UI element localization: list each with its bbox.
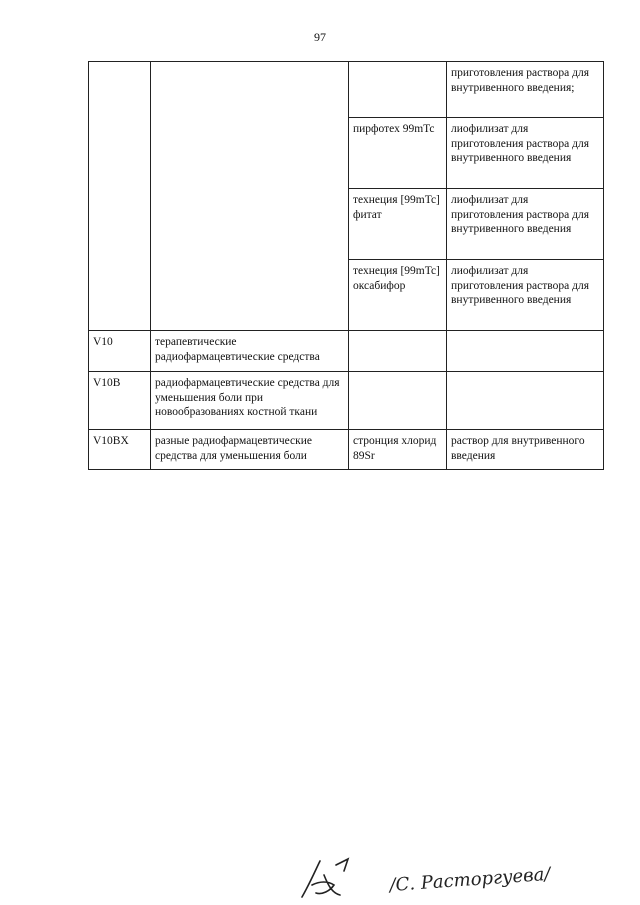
table-row — [89, 372, 604, 430]
atc-code-cell: V10BX — [89, 430, 151, 470]
table-row — [89, 331, 604, 372]
dosage-form-cell: лиофилизат для приготовления раствора для внутривенного введения — [447, 189, 604, 260]
signature — [290, 855, 560, 905]
group-cell: разные радиофармацевтические средства для уменьшения боли — [151, 430, 349, 470]
drug-cell — [349, 372, 447, 430]
group-cell: терапевтические радиофармацевтические средства — [151, 331, 349, 372]
drug-cell: технеция [99mTc] оксабифор — [349, 260, 447, 331]
signature-name: /С. Расторгуева/ — [388, 863, 552, 896]
signature-scrawl — [302, 859, 348, 897]
dosage-form-cell: лиофилизат для приготовления раствора для внутривенного введения — [447, 118, 604, 189]
atc-code-cell — [89, 62, 151, 331]
dosage-form-cell: лиофилизат для приготовления раствора для внутривенного введения — [447, 260, 604, 331]
drug-cell — [349, 62, 447, 118]
drug-cell — [349, 331, 447, 372]
page-number: 97 — [314, 30, 326, 44]
dosage-form-cell: приготовления раствора для внутривенного введения; — [447, 62, 604, 118]
dosage-form-cell: раствор для внутривенного введения — [447, 430, 604, 470]
group-cell — [151, 62, 349, 331]
atc-code-cell: V10 — [89, 331, 151, 372]
group-cell: радиофармацевтические средства для уменьшения боли при новообразованиях костной ткани — [151, 372, 349, 430]
drug-cell: пирфотех 99mTc — [349, 118, 447, 189]
drug-cell: стронция хлорид 89Sr — [349, 430, 447, 470]
drug-cell: технеция [99mTc] фитат — [349, 189, 447, 260]
table-row — [89, 62, 604, 118]
drug-table — [88, 61, 604, 470]
dosage-form-cell — [447, 372, 604, 430]
dosage-form-cell — [447, 331, 604, 372]
atc-code-cell: V10B — [89, 372, 151, 430]
table-row — [89, 430, 604, 470]
